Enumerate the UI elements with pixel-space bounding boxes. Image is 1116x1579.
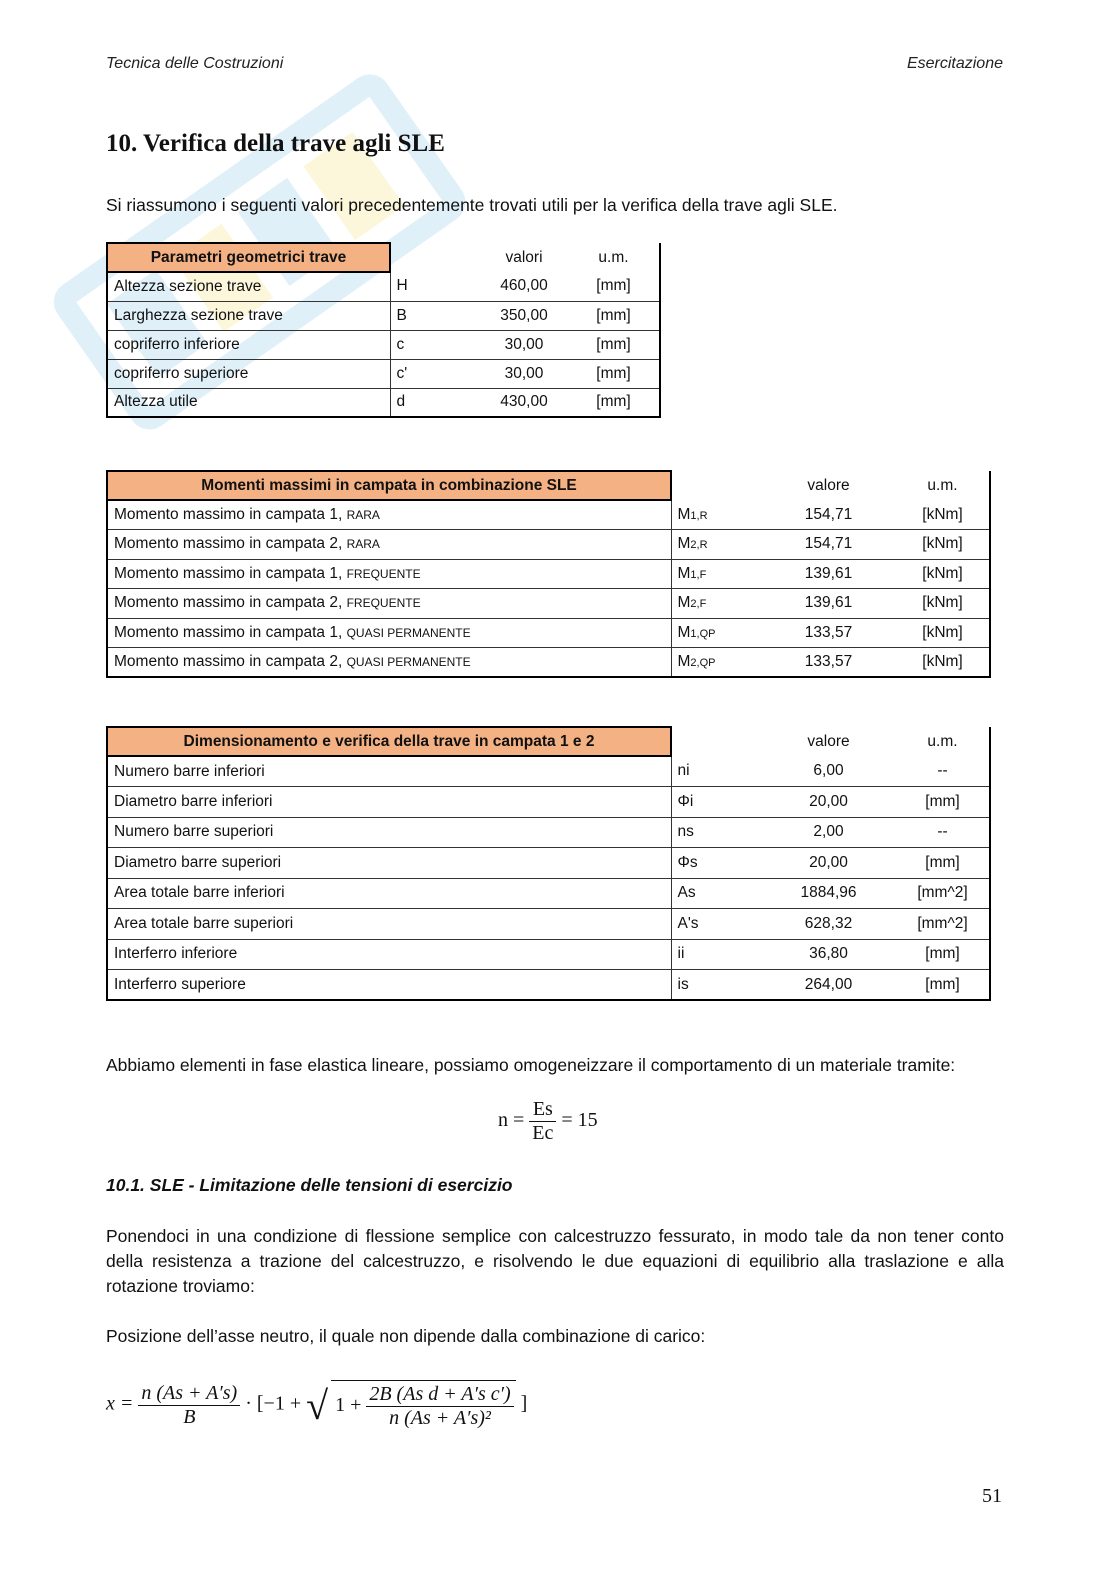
row-symbol-text: M [677,594,691,612]
row-unit: [mm] [896,939,990,970]
row-symbol [671,559,761,589]
eq2-num1: n (As + A′s) [138,1382,240,1406]
row-label-text: Momento massimo in campata 2, [114,535,347,553]
row-value: 36,80 [761,939,896,970]
row-value: 30,00 [480,330,568,359]
row-symbol [671,878,761,909]
row-unit: [mm^2] [896,909,990,940]
row-label [107,500,671,530]
row-unit: [mm] [568,301,660,330]
row-label [107,939,671,970]
table-row [107,848,990,879]
row-label [107,878,671,909]
table-row [107,618,990,648]
intro-paragraph: Si riassumono i seguenti valori precedentemente trovati utili per la verifica della trave agli SLE. [106,195,838,215]
row-label [107,559,671,589]
table-row [107,388,660,417]
row-unit: [mm] [896,970,990,1001]
table2-col-value: valore [807,476,850,494]
row-value: 133,57 [761,618,896,648]
table-row [107,756,990,787]
row-symbol [671,530,761,560]
row-label [107,787,671,818]
equation-n [498,1098,598,1145]
table1-col-value: valori [505,248,543,266]
row-symbol [390,359,480,388]
row-value: 2,00 [761,817,896,848]
row-label-text: Momento massimo in campata 1, [114,564,347,582]
row-label-text: Area totale barre inferiori [114,884,285,902]
table-row [107,500,990,530]
row-symbol-text: M [677,535,691,553]
row-unit: [mm] [896,848,990,879]
row-symbol-text: A's [677,914,699,932]
row-symbol-text: M [677,564,691,582]
row-symbol [671,970,761,1001]
row-value: 139,61 [761,559,896,589]
row-symbol [671,939,761,970]
row-unit: [mm] [896,787,990,818]
eq1-num: Es [529,1098,556,1122]
table-sle-moments [106,470,991,678]
row-label-text: Altezza sezione trave [114,277,262,295]
table-row [107,970,990,1001]
row-symbol [671,787,761,818]
table-row [107,559,990,589]
row-label [107,618,671,648]
row-label-text: Interferro inferiore [114,945,238,963]
row-label-text: Diametro barre superiori [114,853,282,871]
row-value: 20,00 [761,787,896,818]
row-label-text: Momento massimo in campata 1, [114,506,347,523]
row-label [107,648,671,678]
row-label [107,909,671,940]
row-symbol [390,272,480,301]
row-symbol-text: H [396,277,408,295]
table1-title: Parametri geometrici trave [107,243,390,272]
row-label-text: Momento massimo in campata 2, [114,594,347,612]
row-label-text: Momento massimo in campata 1, [114,623,347,641]
table-row [107,648,990,678]
eq1-den: Ec [532,1122,554,1144]
row-symbol-text: ni [677,762,690,779]
row-value: 154,71 [761,530,896,560]
subsection-title: 10.1. SLE - Limitazione delle tensioni di esercizio [106,1175,513,1195]
table-row [107,817,990,848]
table-row [107,787,990,818]
row-label-text: Interferro superiore [114,975,246,993]
row-label [107,530,671,560]
row-symbol [671,756,761,787]
row-value: 133,57 [761,648,896,678]
row-value: 1884,96 [761,878,896,909]
table1-col-um: u.m. [568,243,660,272]
eq2-den2: n (As + A′s)² [389,1407,491,1429]
row-symbol-text: Φi [677,792,694,810]
row-value: 139,61 [761,589,896,619]
table-row [107,939,990,970]
row-symbol-text: d [396,393,406,411]
row-label [107,817,671,848]
row-symbol-subscript: 1,R [690,509,708,522]
row-value: 628,32 [761,909,896,940]
eq2-end: ] [520,1392,528,1415]
eq2-num2: 2B (As d + A′s c′) [366,1383,513,1407]
row-label-combination: RARA [346,537,380,552]
eq2-den1: B [183,1405,196,1428]
row-value: 154,71 [761,500,896,530]
section-title: 10. Verifica della trave agli SLE [106,130,445,157]
eq1-rhs: = 15 [561,1109,598,1132]
row-label [107,756,671,787]
row-symbol-text: ii [677,945,685,963]
row-label [107,359,390,388]
row-label-text: Momento massimo in campata 2, [114,653,347,670]
row-label-combination: FREQUENTE [346,566,421,581]
table-row [107,530,990,560]
row-label-text: copriferro superiore [114,364,249,382]
table-row [107,589,990,619]
eq2-mid: · [−1 + [245,1392,302,1415]
row-value: 430,00 [480,388,568,417]
eq2-fraction1 [138,1382,240,1429]
row-symbol-text: M [677,505,691,523]
row-value: 20,00 [761,848,896,879]
row-unit: [mm] [568,388,660,417]
row-label [107,301,390,330]
row-value: 460,00 [480,272,568,301]
table2-title: Momenti massimi in campata in combinazione SLE [107,471,671,500]
eq2-lhs: x = [106,1392,134,1415]
row-unit: -- [896,817,990,848]
row-label [107,272,390,301]
row-label-combination: FREQUENTE [346,596,421,611]
row-label [107,970,671,1001]
row-label-text: Diametro barre inferiori [114,792,273,810]
sqrt-content [331,1380,516,1430]
row-label-text: Altezza utile [114,393,198,411]
row-symbol [390,330,480,359]
row-label-combination: QUASI PERMANENTE [346,625,471,640]
paragraph-flexion: Ponendoci in una condizione di flessione semplice con calcestruzzo fessurato, in modo tale da non tener conto della resistenza a trazione del calcestruzzo, e risolvendo le due equazioni di equilibrio alla traslazione e alla rotazione troviamo: [106,1226,1004,1296]
row-symbol-subscript: 2,QP [690,657,716,669]
row-value: 30,00 [480,359,568,388]
eq2-fraction2 [366,1383,513,1430]
row-unit: [kNm] [896,530,990,560]
row-symbol-text: M [677,623,691,641]
row-unit: [kNm] [896,589,990,619]
table-row [107,301,660,330]
row-unit: [kNm] [896,618,990,648]
row-unit: [mm] [568,359,660,388]
page-number: 51 [982,1485,1002,1507]
eq2-one: 1 + [335,1394,362,1417]
row-symbol-subscript: 2,R [690,539,708,552]
row-symbol-text: is [677,975,689,993]
row-unit: [mm^2] [896,878,990,909]
row-value: 350,00 [480,301,568,330]
row-symbol [671,500,761,530]
sqrt-sign-icon: √ [306,1382,329,1428]
eq1-lhs: n = [498,1109,525,1132]
row-unit: -- [896,756,990,787]
table-row [107,359,660,388]
row-label [107,388,390,417]
row-unit: [kNm] [896,648,990,678]
table3-col-value: valore [807,732,850,750]
row-label-combination: QUASI PERMANENTE [346,655,471,669]
table3-title: Dimensionamento e verifica della trave in campata 1 e 2 [107,727,671,756]
row-symbol [671,648,761,678]
row-label [107,848,671,879]
table-geometric-params [106,242,661,418]
row-label-text: Numero barre inferiori [114,762,265,780]
row-unit: [kNm] [896,500,990,530]
table-row [107,330,660,359]
table3-col-um: u.m. [896,727,990,756]
row-symbol-text: c [396,335,405,353]
row-symbol-subscript: 1,F [690,568,707,581]
header-type: Esercitazione [906,55,1003,72]
row-label-text: Larghezza sezione trave [114,306,283,324]
row-symbol-text: M [677,653,691,670]
table-row [107,909,990,940]
table-design-verification [106,726,991,1001]
row-symbol-text: ns [677,823,694,841]
row-label [107,330,390,359]
row-symbol-text: B [396,306,407,324]
row-label-text: copriferro inferiore [114,335,240,353]
paragraph-elastic: Abbiamo elementi in fase elastica lineare, possiamo omogeneizzare il comportamento di un materiale tramite: [106,1055,956,1075]
row-symbol [390,301,480,330]
row-label-text: Numero barre superiori [114,823,274,841]
row-value: 264,00 [761,970,896,1001]
equation-neutral-axis [106,1380,527,1430]
row-symbol [671,909,761,940]
row-label-combination: RARA [346,508,380,522]
row-unit: [mm] [568,272,660,301]
row-symbol [671,589,761,619]
row-label [107,589,671,619]
row-unit: [mm] [568,330,660,359]
row-unit: [kNm] [896,559,990,589]
row-symbol-subscript: 2,F [690,598,707,611]
row-symbol [671,618,761,648]
row-label-text: Area totale barre superiori [114,914,294,932]
row-symbol-text: c' [396,364,408,382]
table2-col-um: u.m. [896,471,990,500]
row-symbol [390,388,480,417]
row-symbol [671,817,761,848]
row-symbol [671,848,761,879]
eq1-fraction [529,1098,556,1145]
row-value: 6,00 [761,756,896,787]
table-row [107,272,660,301]
header-course: Tecnica delle Costruzioni [106,55,284,72]
paragraph-neutral-axis: Posizione dell’asse neutro, il quale non dipende dalla combinazione di carico: [106,1326,706,1346]
table-row [107,878,990,909]
row-symbol-subscript: 1,QP [690,627,716,640]
row-symbol-text: Φs [677,853,698,871]
row-symbol-text: As [677,884,696,902]
